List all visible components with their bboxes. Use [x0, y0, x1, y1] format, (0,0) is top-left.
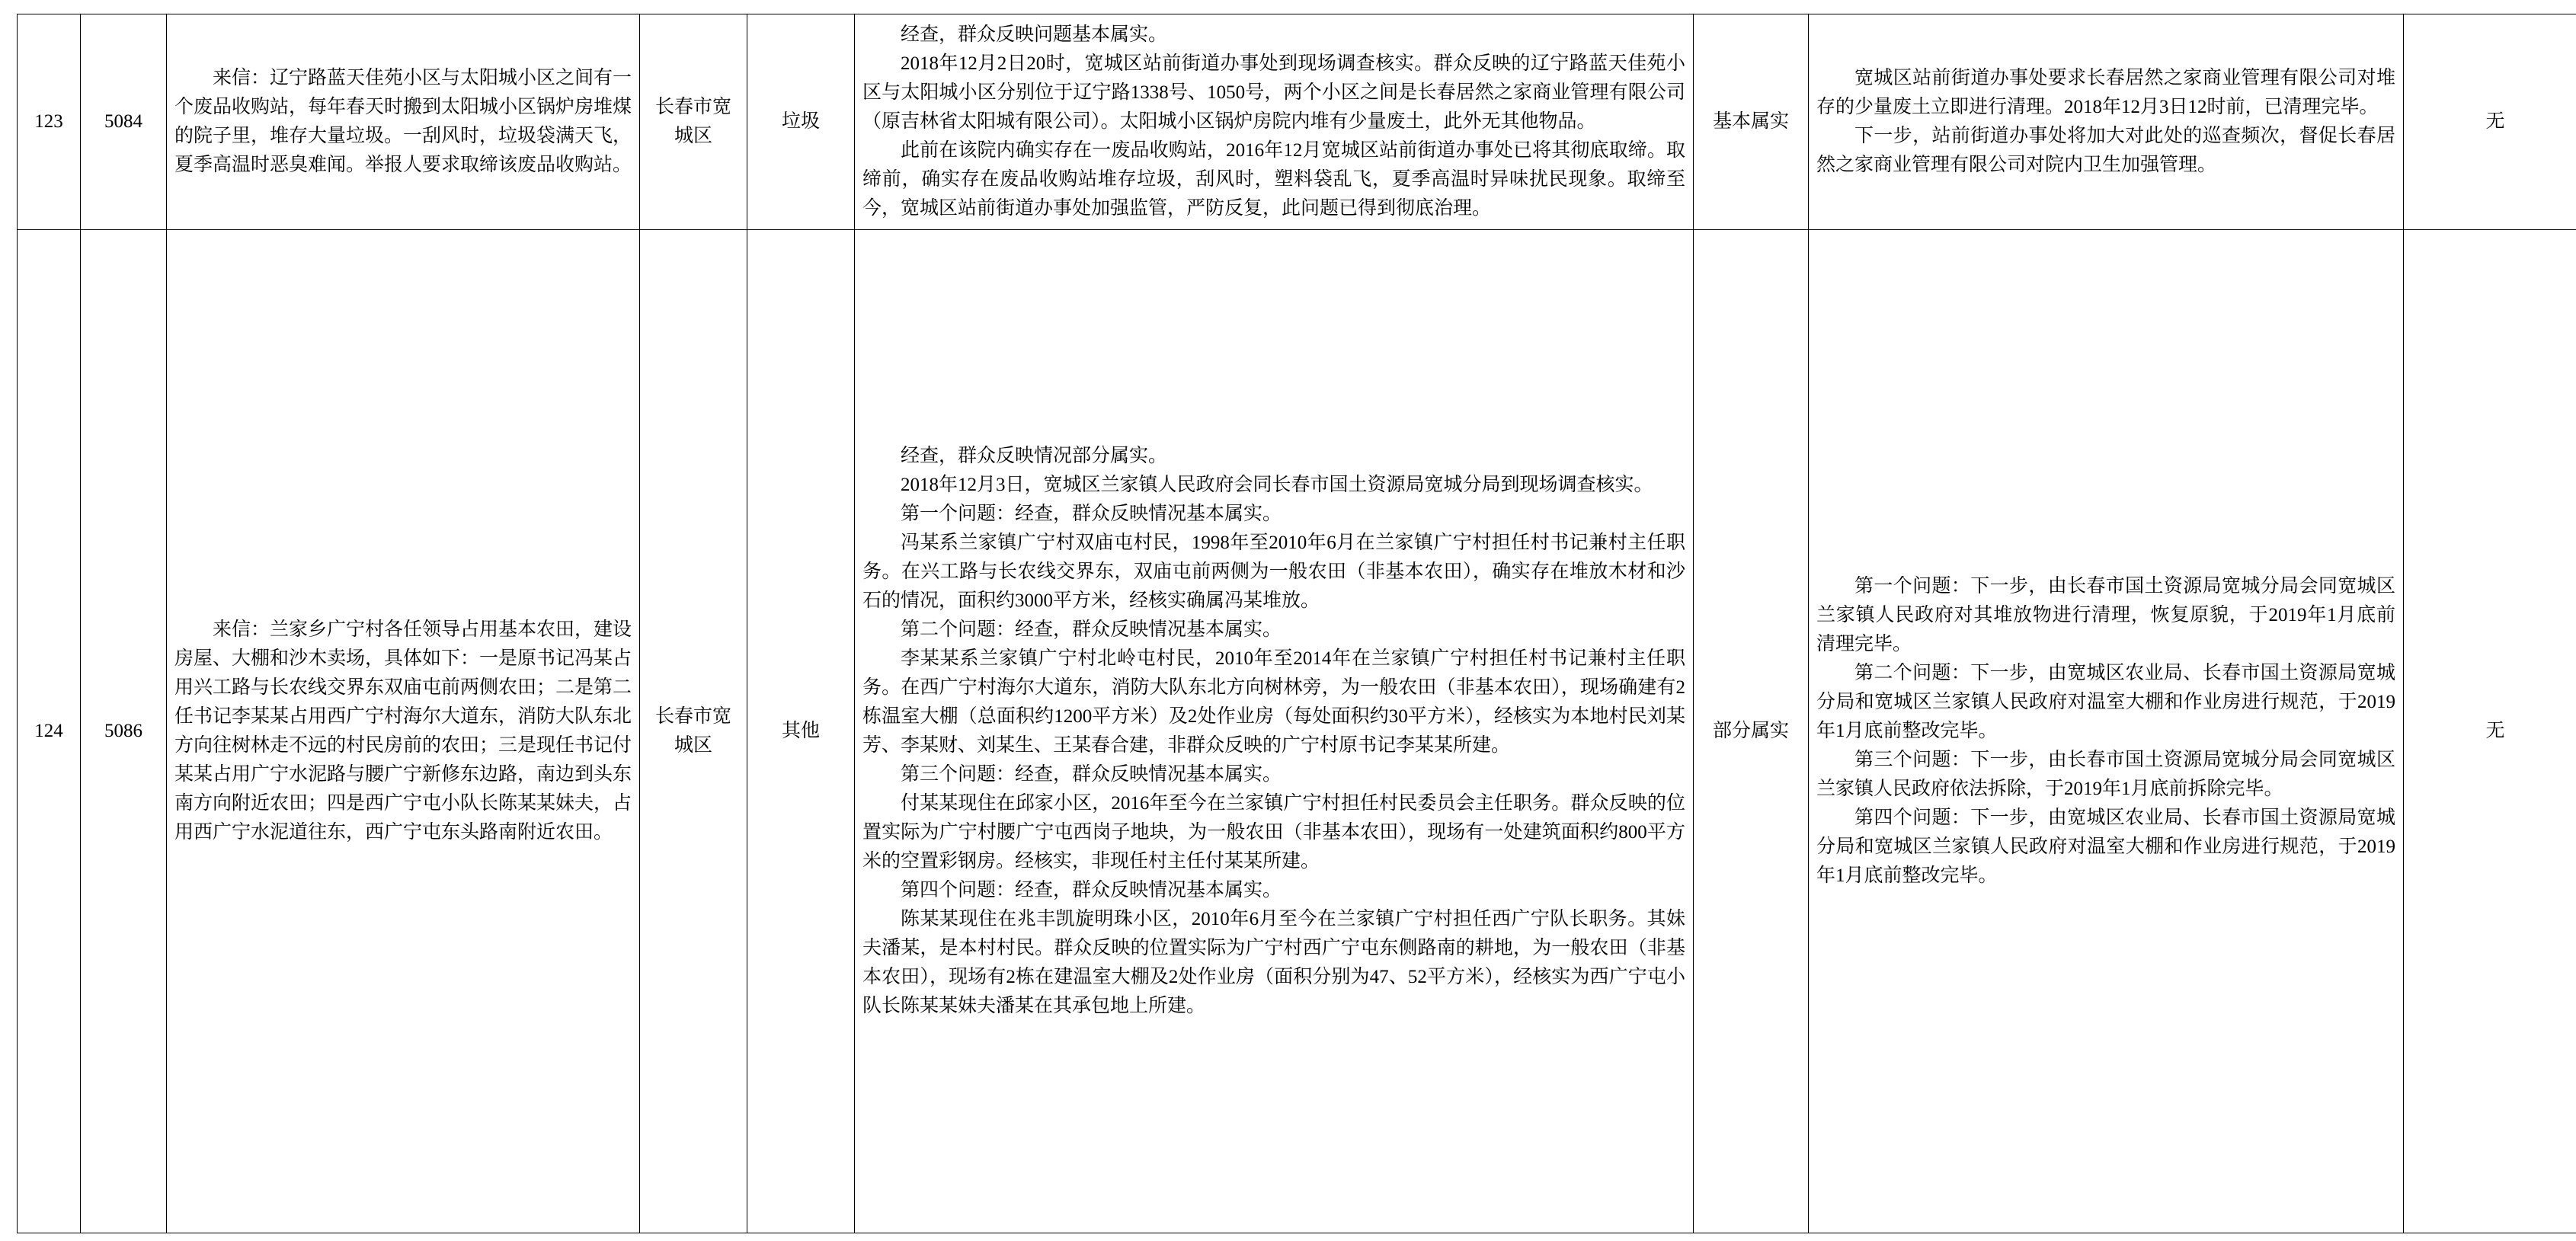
survey-paragraph: 李某某系兰家镇广宁村北岭屯村民，2010年至2014年在兰家镇广宁村担任村书记兼村主任职务。在西广宁村海尔大道东，消防大队东北方向树林旁，为一般农田（非基本农田），现场确建有2栋温室大棚（总面积约1200平方米）及2处作业房（每处面积约30平方米），经核实为本地村民刘某芳、李某财、刘某生、王某春合建，非群众反映的广宁村原书记李某某所建。 [862, 644, 1685, 760]
row-accountability: 无 [2404, 230, 2576, 1233]
handling-paragraph: 第三个问题：下一步，由长春市国土资源局宽城分局会同宽城区兰家镇人民政府依法拆除，于2019年1月底前拆除完毕。 [1816, 746, 2395, 804]
report-table [17, 14, 2576, 1233]
row-accountability: 无 [2404, 14, 2576, 230]
survey-paragraph: 2018年12月3日，宽城区兰家镇人民政府会同长春市国土资源局宽城分局到现场调查核实。 [862, 471, 1685, 500]
survey-paragraph: 付某某现住在邱家小区，2016年至今在兰家镇广宁村担任村民委员会主任职务。群众反映的位置实际为广宁村腰广宁屯西岗子地块，为一般农田（非基本农田），现场有一处建筑面积约800平方米的空置彩钢房。经核实，非现任村主任付某某所建。 [862, 789, 1685, 876]
handling-paragraph: 下一步，站前街道办事处将加大对此处的巡查频次，督促长春居然之家商业管理有限公司对院内卫生加强管理。 [1816, 122, 2395, 180]
row-region: 长春市宽城区 [640, 230, 747, 1233]
survey-paragraph: 第二个问题：经查，群众反映情况基本属实。 [862, 616, 1685, 644]
row-index: 124 [18, 230, 81, 1233]
row-type: 垃圾 [747, 14, 855, 230]
row-handling [1809, 14, 2404, 230]
row-survey [855, 14, 1694, 230]
survey-paragraph: 第四个问题：经查，群众反映情况基本属实。 [862, 876, 1685, 905]
survey-paragraph: 第三个问题：经查，群众反映情况基本属实。 [862, 760, 1685, 789]
row-type: 其他 [747, 230, 855, 1233]
row-handling [1809, 230, 2404, 1233]
row-region: 长春市宽城区 [640, 14, 747, 230]
row-survey [855, 230, 1694, 1233]
survey-paragraph: 冯某系兰家镇广宁村双庙屯村民，1998年至2010年6月在兰家镇广宁村担任村书记兼村主任职务。在兴工路与长农线交界东，双庙屯前两侧为一般农田（非基本农田），确实存在堆放木材和沙石的情况，面积约3000平方米，经核实确属冯某堆放。 [862, 529, 1685, 616]
table-row [18, 14, 2576, 230]
row-index: 123 [18, 14, 81, 230]
table-body [18, 14, 2576, 1233]
survey-paragraph: 经查，群众反映问题基本属实。 [862, 21, 1685, 50]
handling-paragraph: 第四个问题：下一步，由宽城区农业局、长春市国土资源局宽城分局和宽城区兰家镇人民政府对温室大棚和作业房进行规范，于2019年1月底前整改完毕。 [1816, 804, 2395, 891]
letter-paragraph: 来信：兰家乡广宁村各任领导占用基本农田，建设房屋、大棚和沙木卖场，具体如下：一是原书记冯某占用兴工路与长农线交界东双庙屯前两侧农田；二是第二任书记李某某占用西广宁村海尔大道东，消防大队东北方向往树林走不远的村民房前的农田；三是现任书记付某某占用广宁水泥路与腰广宁新修东边路，南边到头东南方向附近农田；四是西广宁屯小队长陈某某妹夫，占用西广宁水泥道往东，西广宁屯东头路南附近农田。 [174, 616, 632, 847]
row-code: 5084 [81, 14, 167, 230]
survey-paragraph: 陈某某现住在兆丰凯旋明珠小区，2010年6月至今在兰家镇广宁村担任西广宁队长职务。其妹夫潘某，是本村村民。群众反映的位置实际为广宁村西广宁屯东侧路南的耕地，为一般农田（非基本农田），现场有2栋在建温室大棚及2处作业房（面积分别为47、52平方米），经核实为西广宁屯小队长陈某某妹夫潘某在其承包地上所建。 [862, 905, 1685, 1021]
row-letter-content [167, 230, 640, 1233]
handling-paragraph: 第二个问题：下一步，由宽城区农业局、长春市国土资源局宽城分局和宽城区兰家镇人民政府对温室大棚和作业房进行规范，于2019年1月底前整改完毕。 [1816, 659, 2395, 746]
survey-paragraph: 经查，群众反映情况部分属实。 [862, 442, 1685, 471]
row-letter-content [167, 14, 640, 230]
row-result: 部分属实 [1694, 230, 1809, 1233]
survey-paragraph: 第一个问题：经查，群众反映情况基本属实。 [862, 500, 1685, 529]
letter-paragraph: 来信：辽宁路蓝天佳苑小区与太阳城小区之间有一个废品收购站，每年春天时搬到太阳城小区锅炉房堆煤的院子里，堆存大量垃圾。一刮风时，垃圾袋满天飞，夏季高温时恶臭难闻。举报人要求取缔该废品收购站。 [174, 64, 632, 180]
row-result: 基本属实 [1694, 14, 1809, 230]
row-code: 5086 [81, 230, 167, 1233]
table-row [18, 230, 2576, 1233]
survey-paragraph: 2018年12月2日20时，宽城区站前街道办事处到现场调查核实。群众反映的辽宁路蓝天佳苑小区与太阳城小区分别位于辽宁路1338号、1050号，两个小区之间是长春居然之家商业管理有限公司（原吉林省太阳城有限公司）。太阳城小区锅炉房院内堆有少量废土，此外无其他物品。 [862, 50, 1685, 136]
survey-paragraph: 此前在该院内确实存在一废品收购站，2016年12月宽城区站前街道办事处已将其彻底取缔。取缔前，确实存在废品收购站堆存垃圾，刮风时，塑料袋乱飞，夏季高温时异味扰民现象。取缔至今，宽城区站前街道办事处加强监管，严防反复，此问题已得到彻底治理。 [862, 136, 1685, 223]
handling-paragraph: 第一个问题：下一步，由长春市国土资源局宽城分局会同宽城区兰家镇人民政府对其堆放物进行清理，恢复原貌，于2019年1月底前清理完毕。 [1816, 572, 2395, 659]
handling-paragraph: 宽城区站前街道办事处要求长春居然之家商业管理有限公司对堆存的少量废土立即进行清理。2018年12月3日12时前，已清理完毕。 [1816, 64, 2395, 122]
